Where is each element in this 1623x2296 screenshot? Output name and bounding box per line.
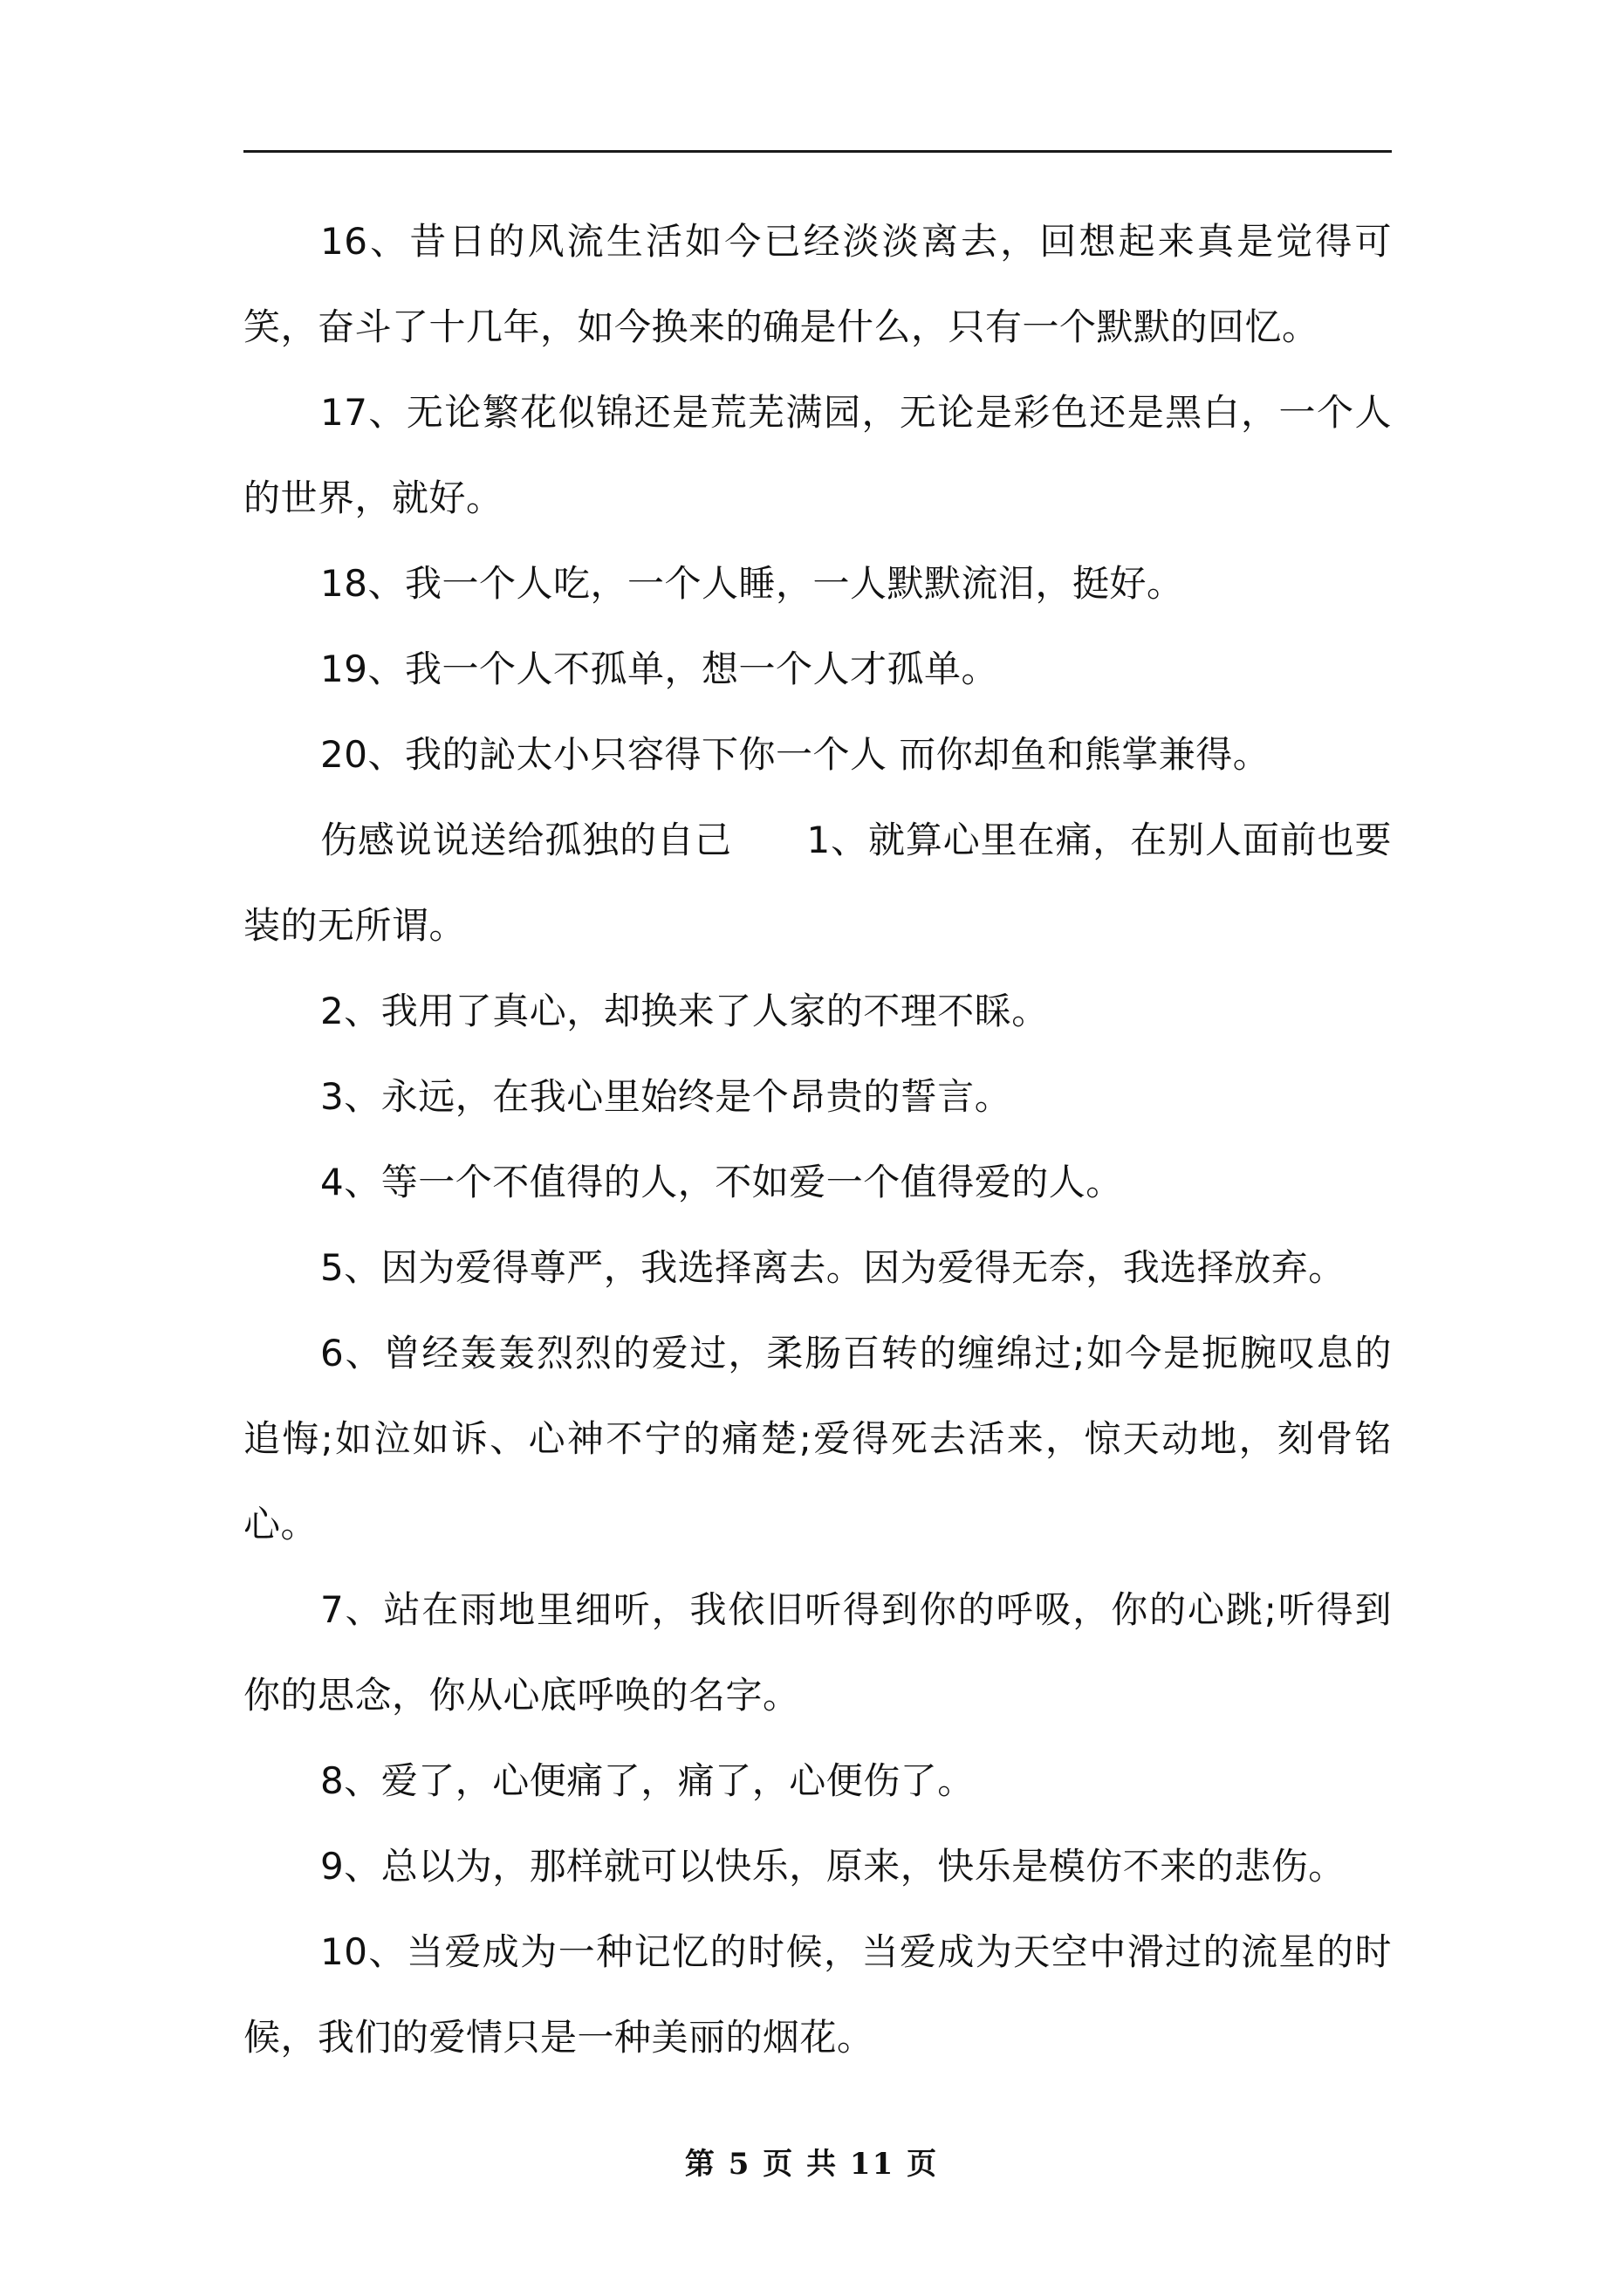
paragraph-8: 8、爱了，心便痛了，痛了，心便伤了。 [320,1759,975,1802]
paragraph-20: 20、我的訫太小只容得下你一个人 而你却鱼和熊掌兼得。 [320,733,1270,776]
paragraph-19: 19、我一个人不孤单，想一个人才孤单。 [320,648,998,690]
header-rule [243,150,1392,153]
paragraph-17: 17、无论繁花似锦还是荒芜满园，无论是彩色还是黑白，一个人的世界，就好。 [243,391,1392,519]
paragraph-2: 2、我用了真心，却换来了人家的不理不睬。 [320,990,1049,1032]
paragraph-16: 16、昔日的风流生活如今已经淡淡离去，回想起来真是觉得可笑，奋斗了十几年，如今换来的确是什么，只有一个默默的回忆。 [243,220,1392,348]
paragraph-section-title-1: 伤感说说送给孤独的自己 1、就算心里在痛，在别人面前也要装的无所谓。 [243,819,1392,947]
paragraph-5: 5、因为爱得尊严，我选择离去。因为爱得无奈，我选择放弃。 [320,1246,1346,1289]
paragraph-4: 4、等一个不值得的人，不如爱一个值得爱的人。 [320,1161,1123,1203]
paragraph-9: 9、总以为，那样就可以快乐，原来，快乐是模仿不来的悲伤。 [320,1845,1346,1888]
document-body [243,199,1392,2080]
paragraph-7: 7、站在雨地里细听，我依旧听得到你的呼吸，你的心跳;听得到你的思念，你从心底呼唤的名字。 [243,1588,1392,1717]
paragraph-18: 18、我一个人吃，一个人睡，一人默默流泪，挺好。 [320,562,1184,605]
page-number-footer: 第 5 页 共 11 页 [684,2147,939,2182]
paragraph-3: 3、永远，在我心里始终是个昂贵的誓言。 [320,1075,1012,1118]
paragraph-6: 6、曾经轰轰烈烈的爱过，柔肠百转的缠绵过;如今是扼腕叹息的追悔;如泣如诉、心神不宁的痛楚;爱得死去活来，惊天动地，刻骨铭心。 [243,1332,1392,1546]
paragraph-10: 10、当爱成为一种记忆的时候，当爱成为天空中滑过的流星的时候，我们的爱情只是一种美丽的烟花。 [243,1930,1392,2059]
